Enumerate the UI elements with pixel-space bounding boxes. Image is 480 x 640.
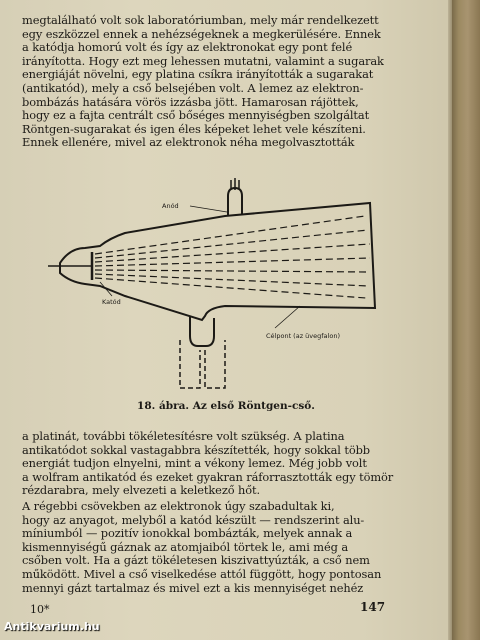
xray-tube-figure (30, 178, 430, 408)
watermark: Antikvarium.hu (4, 620, 100, 633)
text-line: hogy az anyagot, melyből a katód készült — rendszerint alu- (22, 513, 365, 527)
text-line: míniumból — pozitív ionokkal bombázták, melyek annak a (22, 527, 353, 541)
text-line: (antikatód), mely a cső belsejében volt. A lemez az elektron- (22, 81, 364, 95)
book-cover-edge (452, 0, 480, 640)
page-number: 147 (360, 600, 386, 614)
text-line: a platinát, további tökéletesítésre volt szükség. A platina (22, 430, 345, 443)
cathode-leader (100, 282, 112, 296)
xray-tube-diagram (30, 178, 430, 408)
text-line: a katódja homorú volt és így az elektronokat egy pont felé (22, 41, 353, 55)
paragraph-top (22, 14, 444, 150)
label-target: Célpont (az üvegfalon) (266, 332, 340, 340)
text-line: hogy ez a fajta centrált cső bőséges mennyiségben szolgáltat (22, 109, 370, 123)
anode-leader (190, 206, 227, 212)
text-line: a wolfram antikatód és ezeket gyakran ráforrasztották egy tömör (22, 470, 394, 484)
text-line: Ennek ellenére, mivel az elektronok néha megolvasztották (22, 136, 355, 150)
anode-tube (228, 188, 242, 216)
text-line: csőben volt. Ha a gázt tökéletesen kiszivattyúzták, a cső nem (22, 554, 370, 568)
side-arm-outer (180, 340, 200, 388)
text-line: antikatódot sokkal vastagabbra készítették, hogy sokkal több (22, 443, 370, 457)
target-leader (275, 306, 300, 328)
cathode-rays (95, 216, 370, 298)
text-line: irányította. Hogy ezt meg lehessen mutatni, valamint a sugarak (22, 54, 384, 68)
text-line: energiáját növelni, egy platina csíkra irányították a sugarakat (22, 68, 374, 82)
text-line: megtalálható volt sok laboratóriumban, mely már rendelkezett (22, 14, 379, 27)
text-line: A régebbi csövekben az elektronok úgy szabadultak ki, (22, 500, 335, 513)
paragraph-mid (22, 430, 444, 498)
text-line: bombázás hatására vörös izzásba jött. Hamarosan rájöttek, (22, 95, 359, 109)
text-line: működött. Mivel a cső viselkedése attól függött, hogy pontosan (22, 567, 382, 581)
signature-mark: 10* (30, 603, 50, 616)
text-line: kismennyiségű gáznak az atomjaiból törtek le, ami még a (22, 540, 349, 554)
paragraph-bottom (22, 500, 444, 595)
text-line: energiát tudjon elnyelni, mint a vékony lemez. Még jobb volt (22, 457, 367, 471)
figure-caption: 18. ábra. Az első Röntgen-cső. (137, 400, 315, 412)
label-anode: Anód (162, 202, 179, 210)
text-line: rézdarabra, mely elvezeti a keletkező hőt. (22, 484, 260, 498)
text-line: Röntgen-sugarakat és igen éles képeket lehet vele készíteni. (22, 122, 366, 136)
side-arm-outer-2 (205, 340, 225, 388)
text-line: mennyi gázt tartalmaz és mivel ezt a kis mennyiséget nehéz (22, 581, 364, 595)
text-line: egy eszközzel ennek a nehézségeknek a megkerülésére. Ennek (22, 27, 381, 41)
label-cathode: Katód (102, 298, 121, 306)
